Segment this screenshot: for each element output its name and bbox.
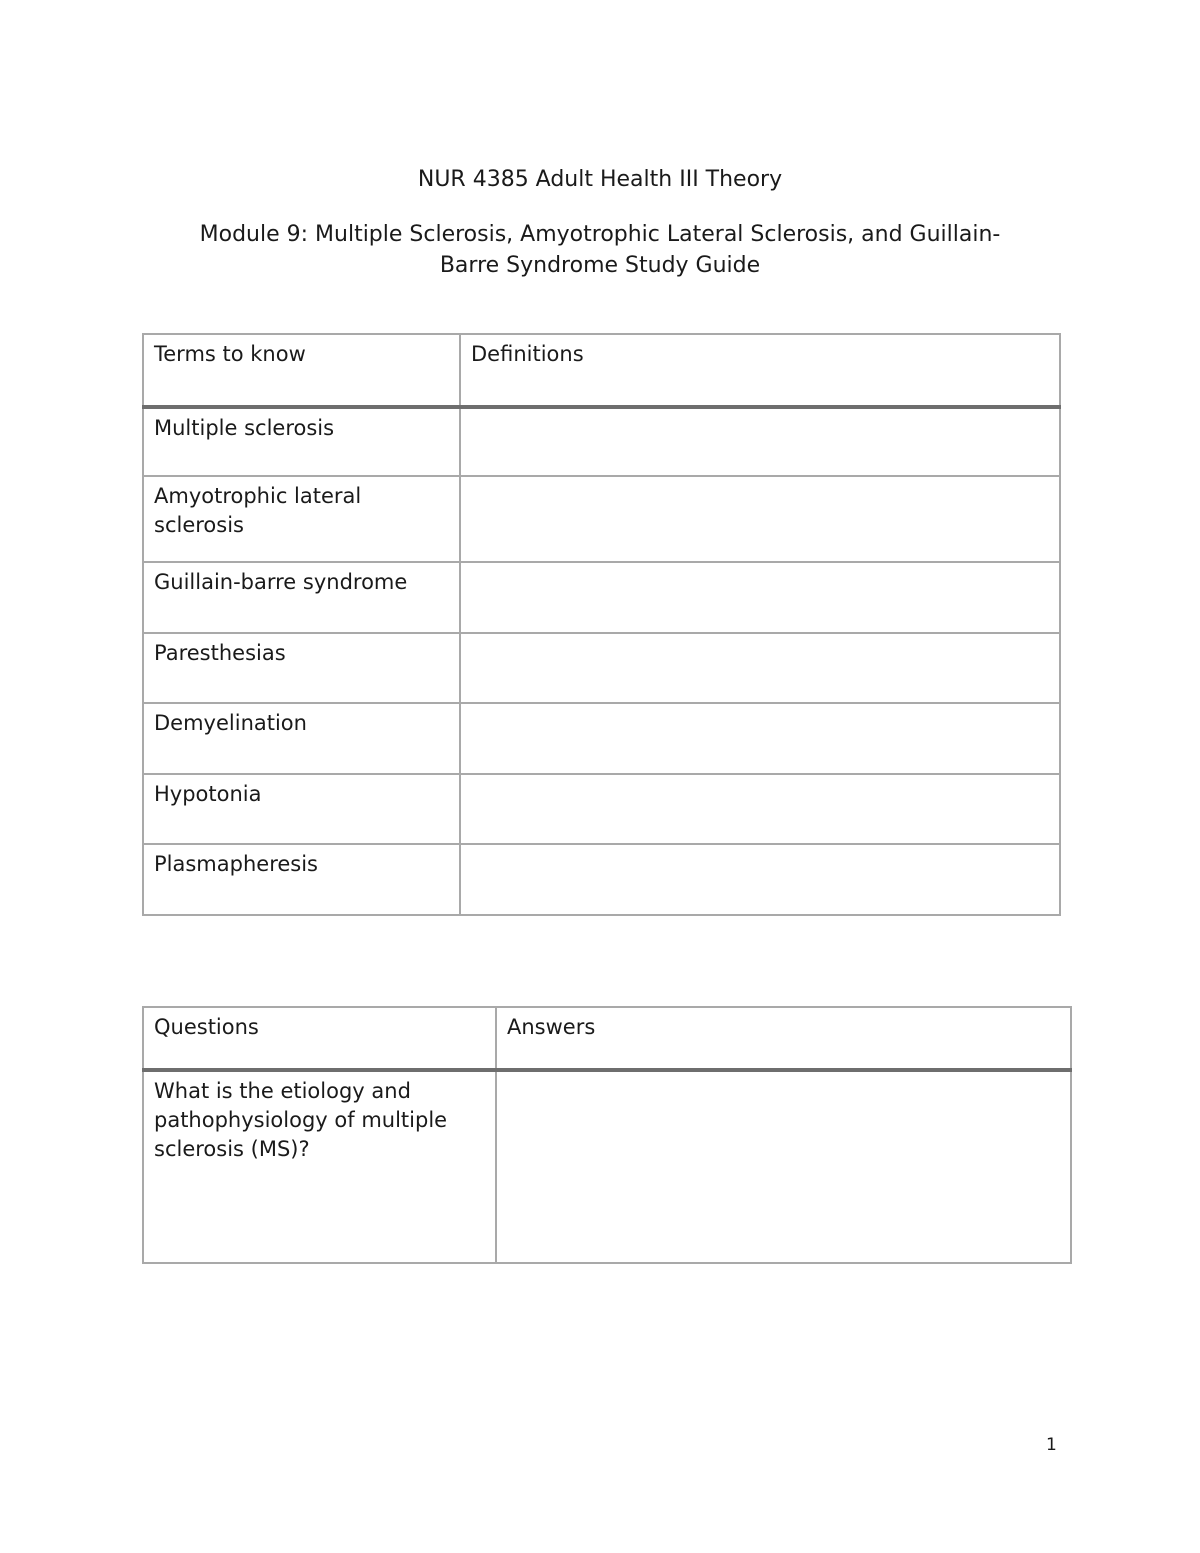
definition-cell[interactable]	[460, 774, 1060, 844]
page-number: 1	[1046, 1435, 1057, 1455]
definition-cell[interactable]	[460, 476, 1060, 562]
terms-table	[142, 333, 1061, 916]
table-row	[143, 844, 1060, 915]
page-subtitle	[150, 219, 1050, 281]
terms-header-cell: Terms to know	[143, 334, 460, 407]
term-cell: Plasmapheresis	[143, 844, 460, 915]
table-row	[143, 562, 1060, 633]
table-row	[143, 476, 1060, 562]
term-cell: Paresthesias	[143, 633, 460, 703]
questions-header-cell: Questions	[143, 1007, 496, 1070]
definition-cell[interactable]	[460, 633, 1060, 703]
page-title: NUR 4385 Adult Health III Theory	[417, 167, 783, 192]
page-subtitle-line-1: Module 9: Multiple Sclerosis, Amyotrophic Lateral Sclerosis, and Guillain-	[199, 222, 1001, 247]
table-row	[143, 774, 1060, 844]
definition-cell[interactable]	[460, 844, 1060, 915]
page-subtitle-line-2: Barre Syndrome Study Guide	[439, 253, 761, 278]
term-cell: Demyelination	[143, 703, 460, 774]
definition-cell[interactable]	[460, 562, 1060, 633]
questions-table-header-row	[143, 1007, 1071, 1070]
terms-table-header-row	[143, 334, 1060, 407]
term-cell: Guillain-barre syndrome	[143, 562, 460, 633]
table-row	[143, 407, 1060, 476]
term-cell: Multiple sclerosis	[143, 407, 460, 476]
term-cell: Amyotrophic lateral sclerosis	[143, 476, 460, 562]
definition-cell[interactable]	[460, 703, 1060, 774]
term-cell: Hypotonia	[143, 774, 460, 844]
question-cell: What is the etiology and pathophysiology of multiple sclerosis (MS)?	[143, 1070, 496, 1263]
answer-cell[interactable]	[496, 1070, 1071, 1263]
table-row	[143, 633, 1060, 703]
definition-cell[interactable]	[460, 407, 1060, 476]
answers-header-cell: Answers	[496, 1007, 1071, 1070]
table-row	[143, 703, 1060, 774]
definitions-header-cell: Definitions	[460, 334, 1060, 407]
questions-table	[142, 1006, 1072, 1264]
table-row	[143, 1070, 1071, 1263]
